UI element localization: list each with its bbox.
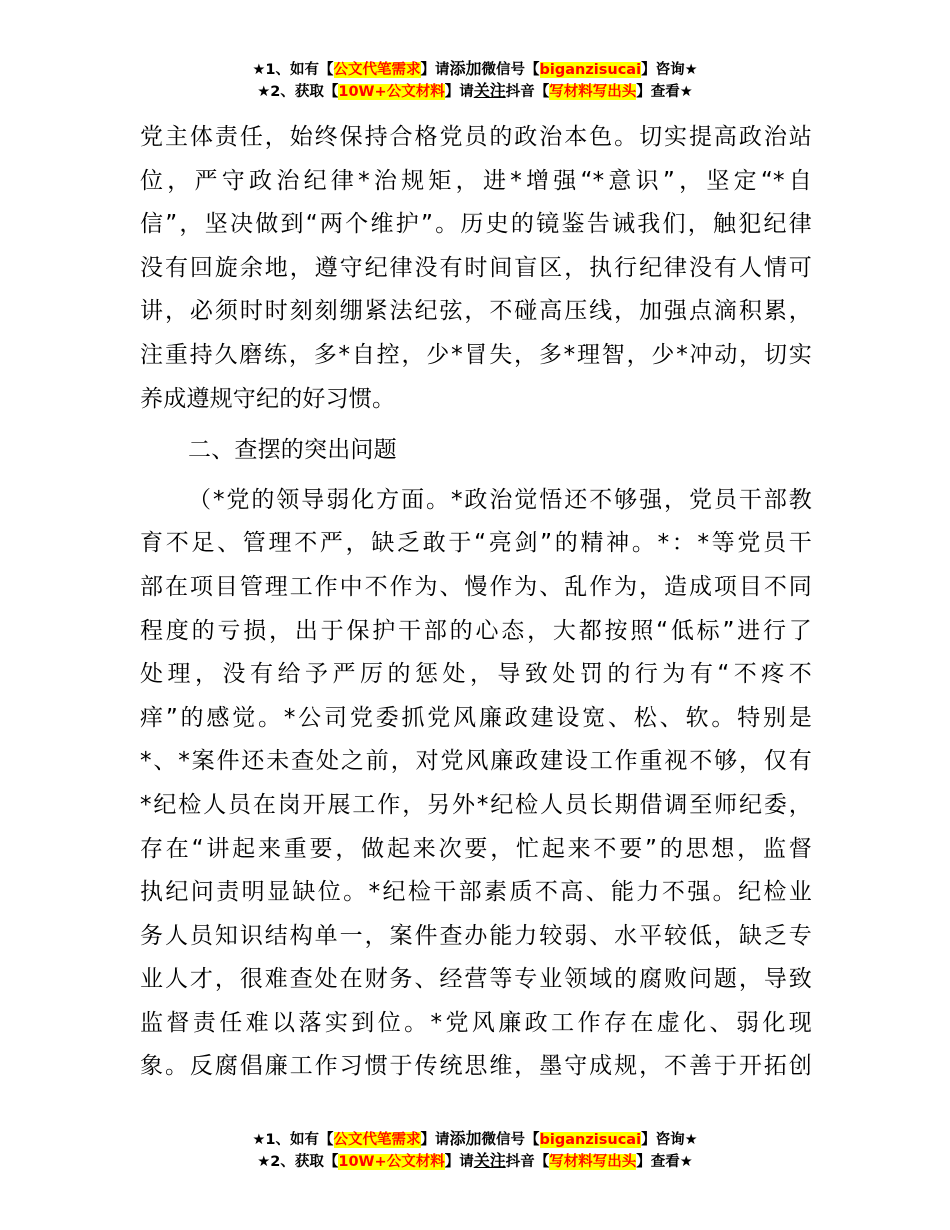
notice-emphasis: 关注 [473, 1151, 506, 1170]
highlight-douyin: 写材料写出头 [549, 84, 637, 100]
highlight-service: 公文代笔需求 [333, 1132, 421, 1148]
highlight-wechat-id: biganzisucai [539, 62, 642, 78]
section-heading: 二、查摆的突出问题 [188, 437, 397, 464]
notice-line-2 [0, 80, 950, 102]
notice-text: 】咨询★ [641, 62, 698, 78]
notice-line-1 [0, 58, 950, 80]
text-line: 养成遵规守纪的好习惯。 [140, 385, 396, 412]
notice-text: ★1、如有【 [252, 1132, 334, 1148]
notice-emphasis: 添加 [449, 1129, 482, 1148]
text-line: 位，严守政治纪律*治规矩，进*增强“*意识”，坚定“*自 [140, 167, 812, 194]
text-line: 务人员知识结构单一，案件查办能力较弱、水平较低，缺乏专 [140, 922, 812, 949]
notice-text: 】查看★ [636, 1154, 693, 1170]
highlight-materials: 10W+公文材料 [338, 84, 445, 100]
text-line: 程度的亏损，出于保护干部的心态，大都按照“低标”进行了 [140, 617, 812, 644]
text-line: 讲，必须时时刻刻绷紧法纪弦，不碰高压线，加强点滴积累， [140, 298, 812, 325]
text-line: 党主体责任，始终保持合格党员的政治本色。切实提高政治站 [140, 124, 812, 150]
notice-line-1 [0, 1128, 950, 1150]
highlight-douyin: 写材料写出头 [549, 1154, 637, 1170]
text-line: 信”，坚决做到“两个维护”。历史的镜鉴告诫我们，触犯纪律 [140, 211, 812, 238]
notice-text: 】请 [420, 62, 450, 78]
notice-text: 】咨询★ [641, 1132, 698, 1148]
highlight-wechat-id: biganzisucai [539, 1132, 642, 1148]
highlight-materials: 10W+公文材料 [338, 1154, 445, 1170]
text-line: 注重持久磨练，多*自控，少*冒失，多*理智，少*冲动，切实 [140, 341, 812, 368]
notice-text: 】请 [444, 84, 474, 100]
notice-text: ★2、获取【 [257, 84, 339, 100]
text-line: 存在“讲起来重要，做起来次要，忙起来不要”的思想，监督 [140, 835, 812, 862]
highlight-service: 公文代笔需求 [333, 62, 421, 78]
notice-emphasis: 添加 [449, 59, 482, 78]
notice-text: ★1、如有【 [252, 62, 334, 78]
paragraph-1 [140, 116, 812, 421]
notice-emphasis: 关注 [473, 81, 506, 100]
text-line: 执纪问责明显缺位。*纪检干部素质不高、能力不强。纪检业 [140, 879, 812, 906]
text-line: *、*案件还未查处之前，对党风廉政建设工作重视不够，仅有 [140, 748, 812, 775]
notice-text: 】查看★ [636, 84, 693, 100]
notice-line-2 [0, 1150, 950, 1172]
notice-text: 】请 [444, 1154, 474, 1170]
notice-text: 抖音【 [505, 84, 550, 100]
text-line: 象。反腐倡廉工作习惯于传统思维，墨守成规，不善于开拓创 [140, 1053, 812, 1080]
text-line: *纪检人员在岗开展工作，另外*纪检人员长期借调至师纪委， [140, 791, 812, 818]
text-line: 处理，没有给予严厉的惩处，导致处罚的行为有“不疼不 [140, 661, 812, 688]
notice-text: 微信号【 [481, 1132, 540, 1148]
text-line: 监督责任难以落实到位。*党风廉政工作存在虚化、弱化现 [140, 1009, 812, 1036]
text-line: 部在项目管理工作中不作为、慢作为、乱作为，造成项目不同 [140, 573, 812, 600]
notice-text: 抖音【 [505, 1154, 550, 1170]
document-body [140, 116, 812, 1089]
text-line: 业人才，很难查处在财务、经营等专业领域的腐败问题，导致 [140, 966, 812, 993]
notice-text: ★2、获取【 [257, 1154, 339, 1170]
text-line: （*党的领导弱化方面。*政治觉悟还不够强，党员干部教 [188, 486, 812, 513]
header-notice [0, 58, 950, 102]
notice-text: 】请 [420, 1132, 450, 1148]
text-line: 育不足、管理不严，缺乏敢于“亮剑”的精神。*：*等党员干 [140, 530, 812, 557]
text-line: 没有回旋余地，遵守纪律没有时间盲区，执行纪律没有人情可 [140, 254, 812, 281]
footer-notice [0, 1128, 950, 1172]
notice-text: 微信号【 [481, 62, 540, 78]
paragraph-2 [140, 479, 812, 1089]
text-line: 痒”的感觉。*公司党委抓党风廉政建设宽、松、软。特别是 [140, 704, 812, 731]
